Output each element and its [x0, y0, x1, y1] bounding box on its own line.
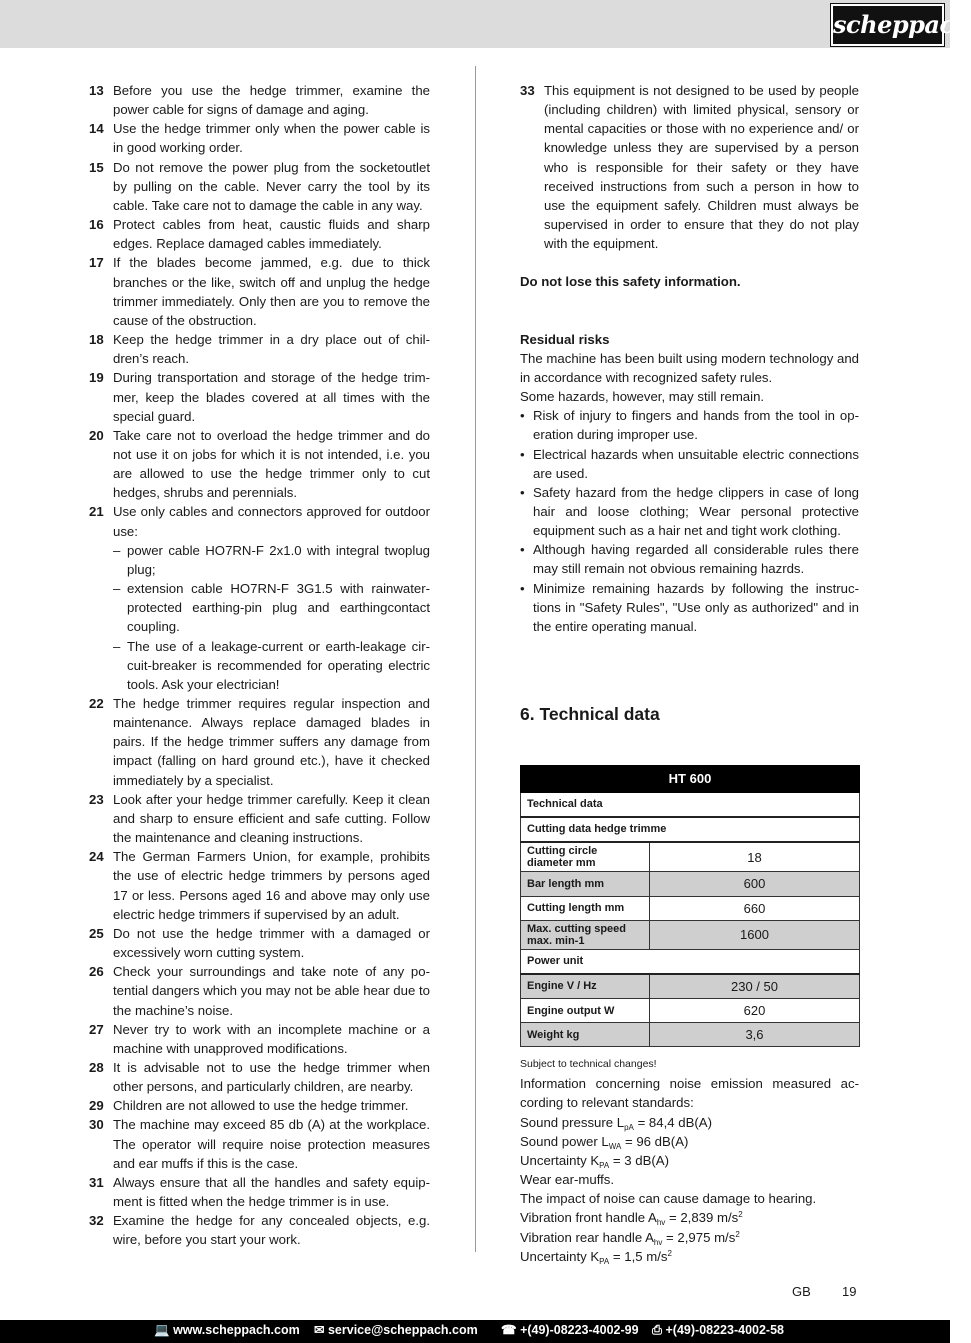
residual-risk-item: • Minimize remaining hazards by following the instructions in "Safety Rules", "Use only as authorized" and in the entire operating manual. [520, 579, 859, 636]
tech-label: Bar length mm [521, 872, 650, 896]
section-power-unit: Power unit [521, 949, 860, 974]
safety-item-15: 15 Do not remove the power plug from the socketoutlet by pulling on the cable. Never carry the tool by its cable. Take care not to damage the cable in any way. [89, 159, 430, 213]
safety-item-13: 13 Before you use the hedge trimmer, examine the power cable for signs of damage and aging. [89, 83, 430, 118]
item21-sub-1: – extension cable HO7RN-F 3G1.5 with rainwater-protected earthing-pin plug and earthingcontact coupling. [113, 579, 430, 636]
safety-item-16: 16 Protect cables from heat, caustic fluids and sharp edges. Replace damaged cables immediately. [89, 217, 430, 252]
mail-icon: ✉ [314, 1323, 325, 1337]
tech-value: 18 [650, 842, 860, 872]
tech-value: 660 [650, 896, 860, 920]
tech-label: Engine V / Hz [521, 974, 650, 999]
section-cutting-data: Cutting data hedge trimme [521, 817, 860, 842]
ear-muffs-note: Wear ear-muffs. [520, 1172, 615, 1188]
tech-row [521, 920, 860, 949]
vibration-uncertainty: Uncertainty $K_{PA} = 1,5$ $m/s^2$ [520, 1248, 672, 1266]
safety-item-28: 28 It is advisable not to use the hedge trimmer when other persons, and particularly children, are nearby. [89, 1059, 430, 1095]
tech-value: 600 [650, 872, 860, 896]
safety-item-25: 25 Do not use the hedge trimmer with a damaged or excessively worn cutting system. [89, 925, 430, 961]
safety-item-14: 14 Use the hedge trimmer only when the power cable is in good working order. [89, 121, 430, 156]
safety-item-29: 29 Children are not allowed to use the hedge trimmer. [89, 1098, 409, 1114]
tech-row [521, 999, 860, 1023]
right-column [520, 81, 859, 1266]
language-code: GB [792, 1284, 811, 1299]
noise-uncertainty: Uncertainty $K_{PA} = 3$ dB(A) [520, 1152, 669, 1170]
sound-pressure: Sound pressure $L_{pA} = 84,4$ dB(A) [520, 1114, 712, 1132]
item21-sublist [89, 541, 430, 694]
model-header: HT 600 [521, 766, 860, 793]
safety-item-27: 27 Never try to work with an incomplete machine or a machine with unapproved modifications. [89, 1021, 430, 1056]
fax-icon: ⎙ [652, 1323, 663, 1337]
residual-risk-item: • Although having regarded all considerable rules there may still remain not obvious remaining hazrds. [520, 540, 859, 578]
safety-item-31: 31 Always ensure that all the handles and safety equipment is fitted when the hedge trimmer is in use. [89, 1174, 430, 1210]
residual-risk-list [520, 406, 859, 636]
safety-item-23: 23 Look after your hedge trimmer carefully. Keep it clean and sharp to ensure efficient and safe cutting. Follow the maintenance and cleaning instructions. [89, 791, 430, 846]
noise-intro: Information concerning noise emission measured according to relevant standards: [520, 1076, 859, 1111]
page-number: 19 [842, 1284, 857, 1299]
item21-sub-2: – The use of a leakage-current or earth-leakage circuit-breaker is recommended for operating electric tools. Ask your electrician! [113, 637, 430, 694]
tech-label: Cutting length mm [521, 896, 650, 920]
tech-row [521, 872, 860, 896]
column-divider [475, 66, 476, 1252]
safety-item-33: 33 This equipment is not designed to be used by people (including children) with limited physical, sensory or mental capacities or those with no experience and/ or knowledge unless they are supervised by a person who is responsible for their safety or they have received instructions from such a person in how to use the equipment safely. Children must always be supervised in order to ensure that they do not play with the equipment. [520, 83, 859, 252]
safety-item-32: 32 Examine the hedge for any concealed objects, e.g. wire, before you start your work. [89, 1213, 430, 1248]
tech-label: Weight kg [521, 1023, 650, 1047]
footer-phone: ☎ +(49)-08223-4002-99 [501, 1323, 639, 1337]
tech-label: Max. cutting speed max. min-1 [521, 920, 650, 949]
tech-label: Cutting circle diameter mm [521, 842, 650, 872]
tech-value: 230 / 50 [650, 974, 860, 999]
tech-value: 3,6 [650, 1023, 860, 1047]
footer-fax: ⎙ +(49)-08223-4002-58 [652, 1323, 784, 1337]
vibration-front: Vibration front handle $A_{hv} = 2,839$ $m/s^2$ [520, 1210, 743, 1228]
residual-risk-item: • Electrical hazards when unsuitable electric connections are used. [520, 445, 859, 483]
safety-item-26: 26 Check your surroundings and take note of any potential dangers which you may not be able hear due to the machine’s noise. [89, 964, 430, 1018]
tech-value: 620 [650, 999, 860, 1023]
residual-risks-heading: Residual risks [520, 331, 610, 347]
residual-risk-item: • Safety hazard from the hedge clippers in case of long hair and loose clothing; Wear personal protective equipment such as a hair net and tight work clothing. [520, 483, 859, 540]
vibration-rear: Vibration rear handle $A_{hv} = 2,975$ $m/s^2$ [520, 1229, 740, 1247]
footer-web[interactable]: 💻 www.scheppach.com [154, 1323, 300, 1337]
safety-item-24: 24 The German Farmers Union, for example, prohibits the use of electric hedge trimmers by persons aged 17 or less. Persons aged 16 and above may only use electric hedge trimmers if supervised by an adult. [89, 849, 430, 922]
safety-list-b [89, 694, 430, 1250]
tech-row [521, 974, 860, 999]
tech-row [521, 1023, 860, 1047]
page-footer [792, 1284, 857, 1299]
safety-item-17: 17 If the blades become jammed, e.g. due to thick branches or the like, switch off and unplug the hedge trimmer immediately. Only then are you to remove the cause of the obstruction. [89, 255, 430, 328]
technical-changes-note: Subject to technical changes! [520, 1058, 657, 1071]
scheppach-logo: scheppach [831, 4, 944, 46]
computer-icon: 💻 [154, 1323, 170, 1337]
safety-item-18: 18 Keep the hedge trimmer in a dry place out of children’s reach. [89, 332, 430, 367]
tech-value: 1600 [650, 920, 860, 949]
technical-data-table [520, 765, 860, 1047]
safety-list-a [89, 81, 430, 541]
technical-data-heading: 6. Technical data [520, 704, 660, 725]
tech-label: Engine output W [521, 999, 650, 1023]
safety-item-21: 21 Use only cables and connectors approved for outdoor use: [89, 504, 430, 539]
residual-intro: The machine has been built using modern technology and in accordance with recognized safety rules. [520, 350, 859, 385]
tech-row [521, 896, 860, 920]
noise-impact-note: The impact of noise can cause damage to hearing. [520, 1191, 817, 1207]
safety-item-19: 19 During transportation and storage of the hedge trimmer, keep the blades covered at all times with the special guard. [89, 370, 430, 424]
sound-power: Sound power $L_{WA} = 96$ dB(A) [520, 1133, 689, 1151]
item21-sub-0: – power cable HO7RN-F 2x1.0 with integral twoplug plug; [113, 541, 430, 579]
safety-item-20: 20 Take care not to overload the hedge trimmer and do not use it on jobs for which it is not intended, i.e. you are allowed to use the hedge trimmer only to cut hedges, shrubs and perennials. [89, 427, 430, 501]
tech-row [521, 842, 860, 872]
footer-mail[interactable]: ✉ service@scheppach.com [314, 1323, 478, 1337]
left-column [89, 81, 430, 1250]
safety-item-22: 22 The hedge trimmer requires regular inspection and maintenance. Always replace damaged blades in pairs. If the hedge trimmer suffers any damage from impact (falling on hard ground etc.), have it checked immediately by a specialist. [89, 696, 430, 788]
keep-safety-info: Do not lose this safety information. [520, 274, 741, 290]
residual-intro-2: Some hazards, however, may still remain. [520, 389, 765, 405]
safety-item-30: 30 The machine may exceed 85 db (A) at the workplace. The operator will require noise protection measures and ear muffs if this is the case. [89, 1117, 430, 1171]
contact-footer [0, 1320, 950, 1343]
section-technical-data: Technical data [521, 793, 860, 818]
phone-icon: ☎ [501, 1323, 517, 1337]
header-band [0, 0, 950, 48]
residual-risk-item: • Risk of injury to fingers and hands from the tool in operation during improper use. [520, 406, 859, 444]
